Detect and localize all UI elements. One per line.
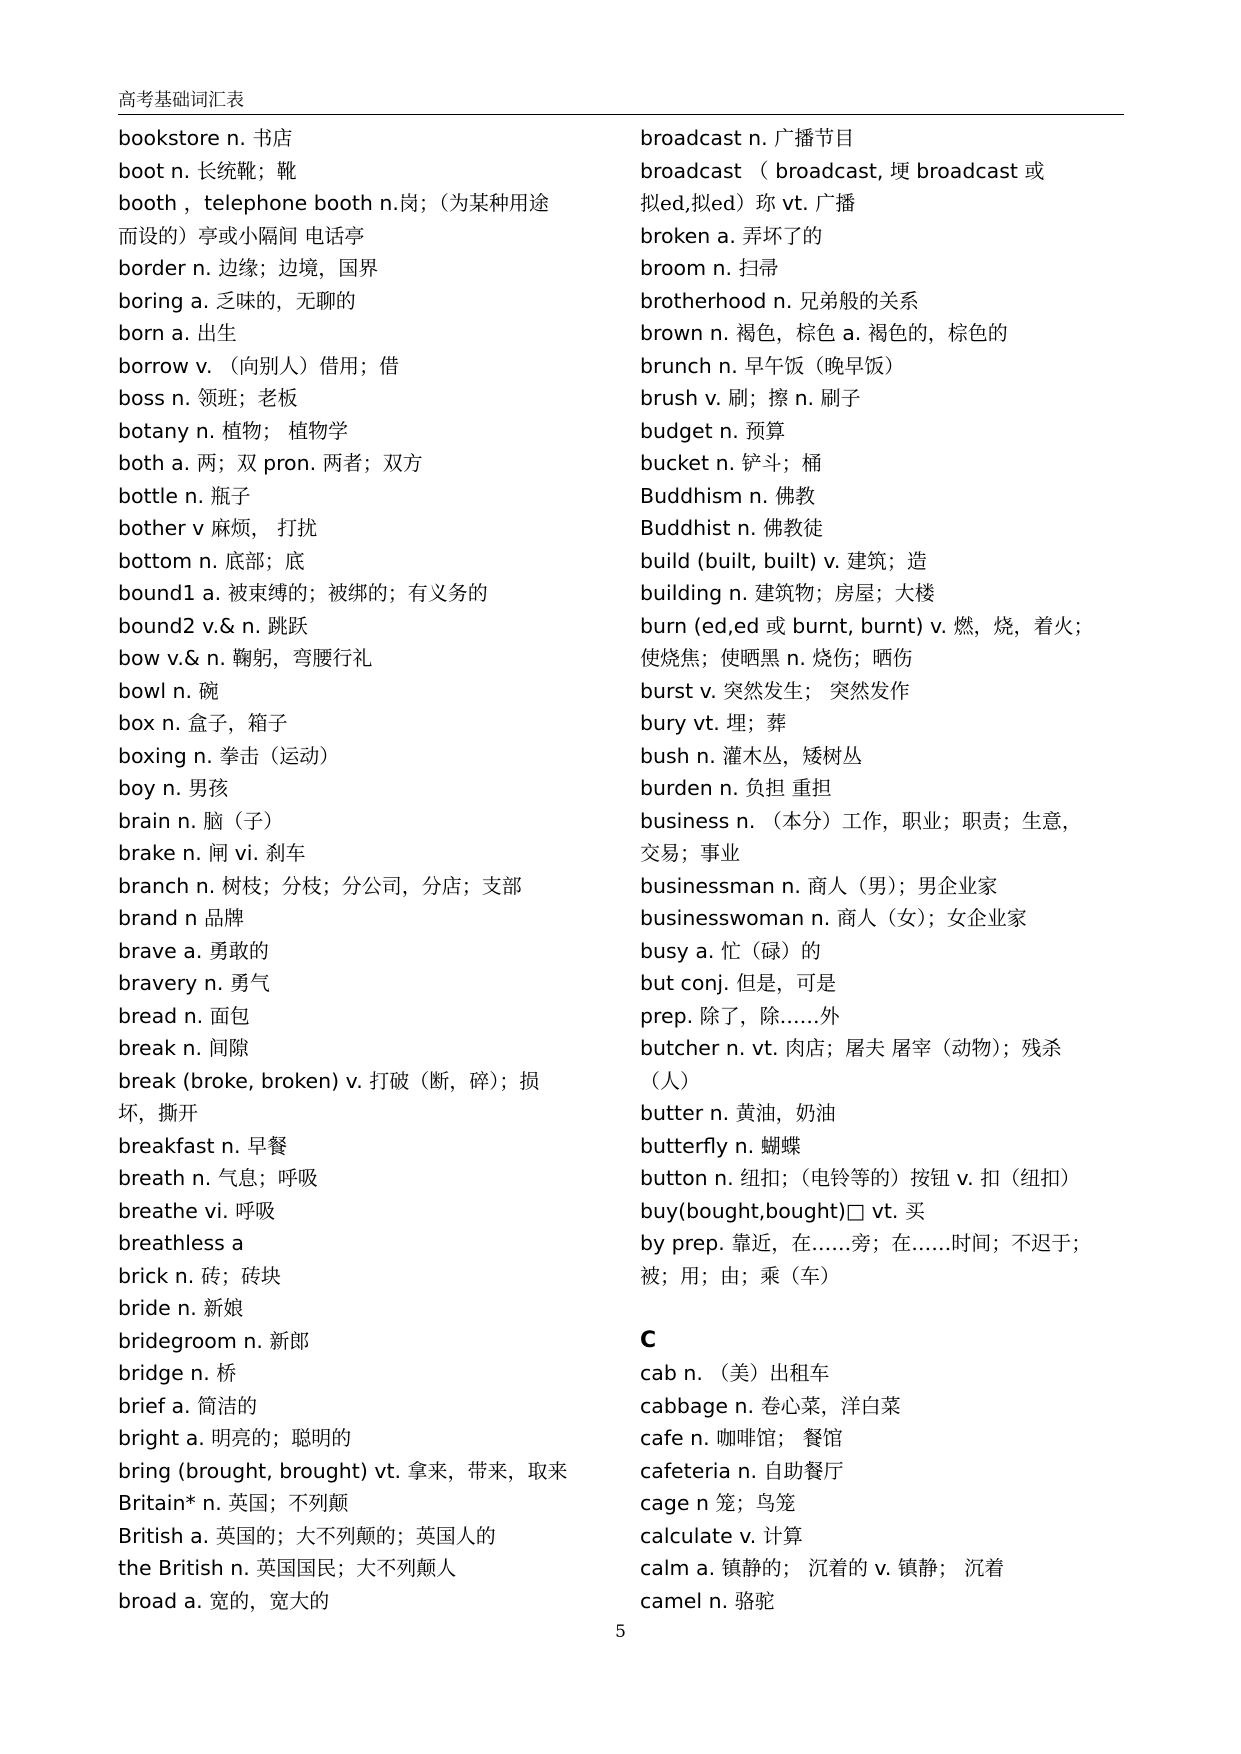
english-term: bottom n. [118, 548, 225, 573]
chinese-definition: 拳击（运动） [219, 743, 340, 768]
english-term: businesswoman n. [640, 906, 837, 930]
english-term: brave a. [118, 938, 209, 963]
english-term: broadcast n. [640, 126, 775, 150]
chinese-definition: 买 [904, 1198, 925, 1223]
english-term: bride n. [118, 1296, 204, 1320]
chinese-definition: 书店 [252, 126, 293, 150]
chinese-definition: 英国；不列颠 [228, 1491, 349, 1515]
english-term: brain n. [118, 808, 204, 833]
vocab-line [118, 1325, 618, 1358]
chinese-definition: 被束缚的；被绑的；有义务的 [227, 581, 488, 605]
vocab-line [118, 220, 618, 253]
english-term: bush n. [640, 743, 723, 768]
vocab-line [118, 317, 618, 350]
english-term: burn (ed,ed [640, 613, 766, 638]
vocab-line [640, 1195, 1140, 1228]
chinese-definition: 瓶子 [210, 483, 251, 508]
chinese-definition: 岗；（为某种用途 [398, 191, 549, 215]
vocab-line [118, 740, 618, 773]
chinese-definition: 建筑；造 [846, 548, 927, 573]
vocab-line [640, 1000, 1140, 1033]
english-term: branch n. [118, 873, 222, 898]
vocab-line [118, 1357, 618, 1390]
vocab-line [640, 577, 1140, 610]
chinese-definition: 盒子，箱子 [187, 711, 288, 735]
english-term: vt. [782, 191, 816, 215]
english-term: botany n. [118, 418, 222, 443]
english-term: borrow v. [118, 353, 219, 378]
vocab-line [118, 967, 618, 1000]
vocab-line [118, 610, 618, 643]
chinese-definition: 自助餐厅 [763, 1458, 844, 1483]
english-term: vi. [234, 841, 266, 865]
vocab-line [640, 252, 1140, 285]
chinese-definition: 两；双 [196, 451, 264, 475]
chinese-definition: 长统靴；靴 [196, 158, 297, 183]
vocab-line [640, 707, 1140, 740]
english-term: bridegroom n. [118, 1328, 270, 1353]
vocab-line [640, 610, 1140, 643]
chinese-definition: 两者；双方 [322, 451, 423, 475]
english-term: by prep. [640, 1231, 732, 1255]
vocab-line [640, 122, 1140, 155]
chinese-definition: 负担 重担 [745, 776, 832, 800]
english-term: Buddhist n. [640, 516, 764, 540]
vocab-line [640, 285, 1140, 318]
english-term: boss n. [118, 386, 198, 410]
chinese-definition: 镇静的； 沉着的 [721, 1556, 875, 1580]
vocab-line [118, 1032, 618, 1065]
vocab-line [640, 1390, 1140, 1423]
vocab-line [118, 805, 618, 838]
english-term: bread n. [118, 1003, 210, 1028]
english-term: brief a. [118, 1393, 198, 1418]
chinese-definition: 拿来，带来，取来 [407, 1458, 568, 1483]
chinese-definition: 底部；底 [224, 548, 305, 573]
chinese-definition: 刷子 [820, 386, 861, 410]
vocab-line [640, 805, 1140, 838]
vocab-line [640, 187, 1140, 220]
vocab-line [118, 1422, 618, 1455]
chinese-definition: （本分）工作，职业；职责；生意， [761, 808, 1082, 833]
vocab-line [118, 902, 618, 935]
chinese-definition: 铲斗；桶 [741, 451, 822, 475]
chinese-definition: 脑（子） [203, 808, 284, 833]
english-term: booth ，telephone booth n. [118, 191, 399, 215]
vocab-line [118, 285, 618, 318]
english-term: n. [786, 646, 813, 670]
english-term: brunch n. [640, 353, 745, 378]
english-term: boring a. [118, 288, 216, 313]
vocab-line [118, 1097, 618, 1130]
english-term: brick n. [118, 1263, 201, 1288]
english-term: busy a. [640, 938, 721, 963]
english-term: bucket n. [640, 451, 742, 475]
chinese-definition: 灌木丛，矮树丛 [722, 743, 863, 768]
vocab-line [118, 480, 618, 513]
english-term: n. [794, 386, 821, 410]
chinese-definition: 拟ed,拟ed）珎 [640, 191, 782, 215]
english-term: cafeteria n. [640, 1458, 764, 1483]
english-term: both a. [118, 451, 197, 475]
vocab-line [118, 1455, 618, 1488]
english-term: boxing n. [118, 743, 220, 768]
chinese-definition: 突然发生； 突然发作 [723, 678, 910, 703]
vocab-line [118, 935, 618, 968]
chinese-definition: 或 [1024, 158, 1045, 183]
english-term: cage n [640, 1491, 716, 1515]
right-column [640, 122, 1140, 1617]
vocab-line [640, 480, 1140, 513]
vocab-line [118, 122, 618, 155]
english-term: brand n [118, 906, 205, 930]
vocab-line [640, 675, 1140, 708]
chinese-definition: 领班；老板 [197, 386, 298, 410]
english-term: bottle n. [118, 483, 211, 508]
chinese-definition: 忙（碌）的 [720, 938, 821, 963]
chinese-definition: 早餐 [247, 1133, 288, 1158]
chinese-definition: 或 [765, 613, 793, 638]
english-term: boot n. [118, 158, 197, 183]
page-header-title: 高考基础词汇表 [118, 90, 244, 111]
english-term: bridge n. [118, 1361, 217, 1385]
vocab-line [640, 1455, 1140, 1488]
vocab-line [118, 707, 618, 740]
english-term: bother v [118, 516, 211, 540]
english-term: break n. [118, 1036, 209, 1060]
chinese-definition: 桥 [216, 1361, 237, 1385]
chinese-definition: 商人（女）；女企业家 [836, 906, 1027, 930]
english-term: but conj. [640, 971, 737, 995]
vocab-line [118, 1000, 618, 1033]
chinese-definition: 出生 [196, 321, 237, 345]
english-term: a. [842, 321, 868, 345]
vocab-line [640, 1520, 1140, 1553]
vocab-line [118, 675, 618, 708]
english-term: broom n. [640, 256, 739, 280]
chinese-definition: 刹车 [265, 841, 306, 865]
english-term: breathe vi. [118, 1198, 236, 1223]
chinese-definition: （向别人）借用；借 [219, 353, 399, 378]
english-term: v. [956, 1166, 981, 1190]
english-term: building n. [640, 581, 755, 605]
chinese-definition: 呼吸 [235, 1198, 276, 1223]
english-term: broadcast [916, 158, 1025, 183]
vocab-line [640, 1065, 1140, 1098]
chinese-definition: 间隙 [208, 1036, 249, 1060]
chinese-definition: 建筑物；房屋；大楼 [754, 581, 935, 605]
vocab-line [118, 1552, 618, 1585]
vocab-line [118, 382, 618, 415]
english-term: buy(bought,bought)□ vt. [640, 1198, 905, 1223]
english-term: British a. [118, 1523, 216, 1548]
chinese-definition: 笼；鸟笼 [715, 1491, 796, 1515]
vocab-line [118, 1520, 618, 1553]
english-term: bright a. [118, 1426, 212, 1450]
chinese-definition: 交易；事业 [640, 841, 740, 865]
english-term: bound2 v.& n. [118, 613, 268, 638]
english-term: box n. [118, 711, 188, 735]
english-term: breath n. [118, 1166, 218, 1190]
chinese-definition: 计算 [762, 1523, 803, 1548]
english-term: butcher n. vt. [640, 1036, 786, 1060]
english-term: the British n. [118, 1556, 257, 1580]
chinese-definition: 但是，可是 [736, 971, 837, 995]
vocab-line [640, 447, 1140, 480]
chinese-definition: 勇气 [229, 971, 270, 995]
chinese-definition: 英国国民；大不列颠人 [256, 1556, 457, 1580]
vocab-line [118, 415, 618, 448]
chinese-definition: 扣（纽扣） [980, 1166, 1081, 1190]
english-term: broadcast （ broadcast, [640, 158, 890, 183]
chinese-definition: 弄坏了的 [742, 223, 823, 248]
vocab-line [640, 1032, 1140, 1065]
chinese-definition: 预算 [745, 418, 786, 443]
chinese-definition: 扫帚 [738, 256, 779, 280]
chinese-definition: 闸 [208, 841, 235, 865]
page-number: 5 [615, 1622, 626, 1642]
chinese-definition: 跳跃 [267, 613, 308, 638]
vocab-line [640, 870, 1140, 903]
english-term: bowl n. [118, 678, 199, 703]
english-term: burst v. [640, 678, 724, 703]
vocab-line [118, 772, 618, 805]
vocab-line [118, 1585, 618, 1618]
english-term: bound1 a. [118, 581, 228, 605]
vocab-line [640, 740, 1140, 773]
english-term: brush v. [640, 386, 729, 410]
chinese-definition: 打破（断，碎）；损 [369, 1068, 540, 1093]
vocab-line [118, 1227, 618, 1260]
header-rule [118, 114, 1124, 115]
english-term: break (broke, broken) v. [118, 1068, 370, 1093]
english-term: build (built, built) v. [640, 548, 847, 573]
chinese-definition: 镇静； 沉着 [897, 1556, 1005, 1580]
chinese-definition: 碗 [198, 678, 219, 703]
vocab-line [118, 350, 618, 383]
chinese-definition: 纽扣；（电铃等的）按钮 [740, 1166, 957, 1190]
vocab-line [640, 1162, 1140, 1195]
english-term: breathless a [118, 1231, 244, 1255]
chinese-definition: 埂 [889, 158, 917, 183]
vocab-line [118, 512, 618, 545]
chinese-definition: 佛教徒 [763, 516, 824, 540]
english-term: butterfly n. [640, 1133, 761, 1158]
blank-line [640, 1292, 1140, 1325]
chinese-definition: 咖啡馆； 餐馆 [716, 1426, 843, 1450]
english-term: brake n. [118, 841, 209, 865]
vocab-line [640, 220, 1140, 253]
vocab-line [640, 317, 1140, 350]
vocab-line [118, 252, 618, 285]
section-letter: C [640, 1327, 657, 1353]
english-term: border n. [118, 256, 219, 280]
vocab-line [118, 1487, 618, 1520]
vocab-line [640, 1227, 1140, 1260]
vocab-line [118, 545, 618, 578]
english-term: Buddhism n. [640, 483, 775, 508]
vocab-line [640, 642, 1140, 675]
english-term: bring (brought, brought) vt. [118, 1458, 408, 1483]
vocab-line [640, 1357, 1140, 1390]
vocab-line [118, 187, 618, 220]
vocab-line [118, 1390, 618, 1423]
chinese-definition: 商人（男）；男企业家 [807, 873, 998, 898]
chinese-definition: 兄弟般的关系 [798, 288, 919, 313]
chinese-definition: 乏味的，无聊的 [215, 288, 356, 313]
chinese-definition: 广播节目 [774, 126, 855, 150]
english-term: cafe n. [640, 1426, 717, 1450]
chinese-definition: 坏，撕开 [118, 1101, 198, 1125]
chinese-definition: 新娘 [203, 1296, 244, 1320]
chinese-definition: 而设的）亭或小隔间 电话亭 [118, 223, 365, 248]
vocab-line [640, 1097, 1140, 1130]
vocab-line [640, 902, 1140, 935]
vocab-line [118, 1292, 618, 1325]
vocab-line [118, 1162, 618, 1195]
vocab-line [640, 1552, 1140, 1585]
english-term: businessman n. [640, 873, 808, 898]
chinese-definition: 简洁的 [197, 1393, 258, 1418]
vocab-line [640, 772, 1140, 805]
chinese-definition: 勇敢的 [208, 938, 269, 963]
english-term: budget n. [640, 418, 746, 443]
english-term: pron. [263, 451, 323, 475]
vocab-line [118, 1065, 618, 1098]
vocab-line [640, 1130, 1140, 1163]
chinese-definition: 麻烦， 打扰 [210, 516, 318, 540]
vocab-line [640, 512, 1140, 545]
chinese-definition: （人） [640, 1068, 700, 1093]
chinese-definition: 被；用；由；乘（车） [640, 1263, 840, 1288]
english-term: calm a. [640, 1556, 722, 1580]
chinese-definition: 刷；擦 [728, 386, 795, 410]
chinese-definition: 面包 [209, 1003, 250, 1028]
chinese-definition: 早午饭（晚早饭） [744, 353, 905, 378]
vocab-line [640, 1487, 1140, 1520]
chinese-definition: 黄油，奶油 [735, 1101, 836, 1125]
english-term: bow v.& n. [118, 646, 233, 670]
chinese-definition: 除了，除……外 [699, 1003, 840, 1028]
english-term: broad a. [118, 1588, 210, 1613]
vocab-line [640, 1422, 1140, 1455]
english-term: born a. [118, 321, 197, 345]
english-term: burnt, burnt) v. [792, 613, 954, 638]
chinese-definition: 靠近，在……旁；在……时间；不迟于； [731, 1231, 1092, 1255]
chinese-definition: 骆驼 [734, 1588, 775, 1613]
left-column [118, 122, 618, 1617]
vocab-line [118, 837, 618, 870]
vocab-line [118, 447, 618, 480]
chinese-definition: 燃，烧，着火； [953, 613, 1094, 638]
vocab-line [640, 1585, 1140, 1618]
chinese-definition: 褐色的，棕色的 [867, 321, 1008, 345]
chinese-definition: 边缘；边境，国界 [218, 256, 379, 280]
vocab-line [118, 1260, 618, 1293]
chinese-definition: 英国的；大不列颠的；英国人的 [215, 1523, 496, 1548]
chinese-definition: 卷心菜，洋白菜 [760, 1393, 901, 1418]
english-term: burden n. [640, 776, 746, 800]
vocab-line [640, 1260, 1140, 1293]
english-term: v. [874, 1556, 898, 1580]
english-term: brotherhood n. [640, 288, 799, 313]
english-term: brown n. [640, 321, 736, 345]
vocab-line [118, 642, 618, 675]
chinese-definition: 埋；葬 [726, 711, 787, 735]
chinese-definition: 烧伤；晒伤 [812, 646, 913, 670]
vocab-line [640, 350, 1140, 383]
vocab-line [640, 382, 1140, 415]
english-term: bravery n. [118, 971, 230, 995]
vocab-line [118, 577, 618, 610]
english-term: broken a. [640, 223, 743, 248]
chinese-definition: 鞠躬，弯腰行礼 [232, 646, 373, 670]
vocab-line [118, 1195, 618, 1228]
english-term: business n. [640, 808, 762, 833]
chinese-definition: 气息；呼吸 [217, 1166, 318, 1190]
english-term: butter n. [640, 1101, 736, 1125]
vocab-line [640, 967, 1140, 1000]
vocab-line [640, 837, 1140, 870]
english-term: button n. [640, 1166, 741, 1190]
chinese-definition: 砖；砖块 [200, 1263, 281, 1288]
chinese-definition: 肉店；屠夫 屠宰（动物）；残杀 [785, 1036, 1062, 1060]
vocab-line [640, 545, 1140, 578]
english-term: calculate v. [640, 1523, 763, 1548]
vocab-line [640, 155, 1140, 188]
english-term: boy n. [118, 776, 189, 800]
vocab-line [640, 935, 1140, 968]
english-term: cab n. [640, 1361, 710, 1385]
chinese-definition: 使烧焦；使晒黑 [640, 646, 787, 670]
chinese-definition: （美）出租车 [709, 1361, 830, 1385]
english-term: prep. [640, 1003, 700, 1028]
english-term: cabbage n. [640, 1393, 761, 1418]
english-term: camel n. [640, 1588, 735, 1613]
english-term: bookstore n. [118, 126, 253, 150]
chinese-definition: 宽的，宽大的 [209, 1588, 330, 1613]
vocab-line [118, 155, 618, 188]
english-term: breakfast n. [118, 1133, 248, 1158]
chinese-definition: 佛教 [774, 483, 815, 508]
english-term: bury vt. [640, 711, 727, 735]
vocab-line [640, 415, 1140, 448]
english-term: Britain* n. [118, 1491, 229, 1515]
chinese-definition: 新郎 [269, 1328, 310, 1353]
chinese-definition: 男孩 [188, 776, 229, 800]
chinese-definition: 植物； 植物学 [221, 418, 349, 443]
chinese-definition: 蝴蝶 [760, 1133, 801, 1158]
chinese-definition: 树枝；分枝；分公司，分店；支部 [221, 873, 522, 898]
vocab-line [118, 870, 618, 903]
chinese-definition: 广播 [815, 191, 856, 215]
vocab-line [118, 1130, 618, 1163]
chinese-definition: 明亮的；聪明的 [211, 1426, 352, 1450]
chinese-definition: 褐色，棕色 [735, 321, 843, 345]
chinese-definition: 品牌 [204, 906, 245, 930]
